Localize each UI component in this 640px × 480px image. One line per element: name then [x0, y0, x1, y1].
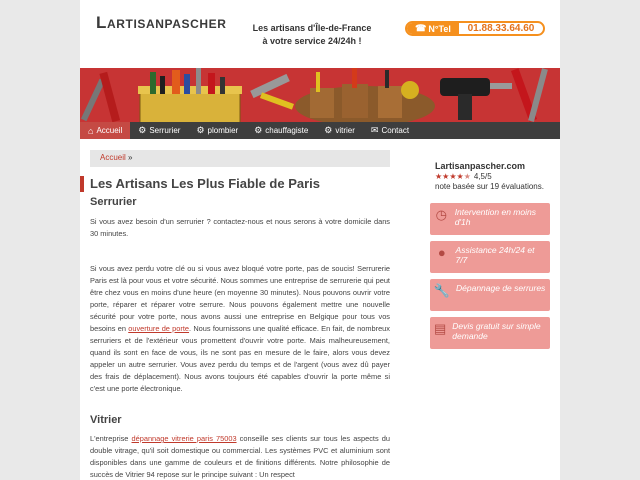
- nav-item-chauffagiste[interactable]: [246, 122, 316, 139]
- paragraph-text: conseille ses clients sur tous les aspects du double vitrage, qu'il soit domestique ou commercial. Les systèmes PVC et aluminium sont disponibles dans une gamme de couleurs et de finitions différents. Notre philosophie de succès de Vitrier 94 repose sur le principe suivant : Un respect: [90, 434, 390, 479]
- card-text: Assistance 24h/24 et 7/7: [455, 245, 535, 265]
- nav-item-accueil[interactable]: [80, 122, 130, 139]
- card-text: Devis gratuit sur simple demande: [452, 321, 541, 341]
- depannage-vitrerie-link[interactable]: dépannage vitrerie paris 75003: [131, 434, 237, 443]
- nav-label: Serrurier: [149, 126, 181, 135]
- serrurier-paragraph: [90, 263, 390, 395]
- sidebar-site-name: Lartisanpascher.com: [435, 161, 526, 171]
- feature-card-devis[interactable]: [430, 317, 550, 349]
- phone-number[interactable]: 01.88.33.64.60: [467, 23, 535, 34]
- user-icon: ●: [437, 245, 446, 260]
- nav-item-serrurier[interactable]: [130, 122, 188, 139]
- ouverture-de-porte-link[interactable]: ouverture de porte: [128, 324, 190, 333]
- star-icon: ★: [442, 172, 450, 181]
- section-heading-serrurier: Serrurier: [90, 196, 137, 208]
- vitrier-paragraph: [90, 433, 390, 480]
- section-heading-vitrier: Vitrier: [90, 414, 122, 426]
- nav-item-plombier[interactable]: [188, 122, 246, 139]
- half-star-icon: ★: [463, 172, 471, 181]
- breadcrumb-separator: »: [128, 153, 133, 162]
- nav-label: vitrier: [335, 126, 355, 135]
- home-icon: ⌂: [88, 125, 94, 136]
- phone-icon: ☎: [415, 23, 427, 33]
- tools-illustration: [80, 68, 560, 122]
- nav-label: plombier: [207, 126, 239, 135]
- document-icon: ▤: [434, 321, 447, 336]
- gears-icon: ⚙: [324, 125, 333, 135]
- feature-card-depannage[interactable]: [430, 279, 550, 311]
- header: [80, 0, 560, 68]
- paragraph-text: L'entreprise: [90, 434, 132, 443]
- nav-item-vitrier[interactable]: [316, 122, 363, 139]
- phone-box[interactable]: [405, 21, 545, 36]
- wrench-icon: 🔧: [433, 283, 451, 298]
- tools-banner-image: [80, 68, 560, 122]
- nav-item-contact[interactable]: [363, 122, 417, 139]
- gears-icon: ⚙: [138, 125, 147, 135]
- breadcrumb: [90, 150, 390, 167]
- feature-card-intervention[interactable]: [430, 203, 550, 235]
- page: [80, 0, 560, 480]
- star-icon: ★: [449, 172, 457, 181]
- nav-label: Contact: [381, 126, 410, 135]
- phone-label: [407, 23, 459, 34]
- rating-stars: [435, 172, 492, 181]
- star-icon: ★: [435, 172, 443, 181]
- chat-icon: ✉: [370, 125, 379, 135]
- breadcrumb-home-link[interactable]: Accueil: [100, 153, 126, 162]
- star-icon: ★: [456, 172, 464, 181]
- nav-label: chauffagiste: [265, 126, 309, 135]
- nav-label: Accueil: [96, 126, 123, 135]
- gears-icon: ⚙: [254, 125, 263, 135]
- card-text: Dépannage de serrures: [456, 283, 546, 293]
- header-tagline: Les artisans d'Île-de-France à votre service 24/24h !: [252, 23, 372, 46]
- paragraph-text: . Nous fournissons une qualité efficace. En fait, de nombreux serruriers et de l'extérieur vous promettent d'ouvrir votre porte. Mais malheureusement, quand ils sont en face de vous, ils ne sont pas en mesure de le faire, alors vous devez appeler un autre serrurier. Vous avez perdu du temps et de l'argent (vous avez dû payer des frais de déplacement). Nous avons toujours été capables d'ouvrir la porte même si c'est une porte électronique.: [90, 324, 390, 393]
- phone-label-text: N°Tel: [428, 23, 451, 34]
- main-nav: [80, 122, 560, 139]
- site-logo[interactable]: Lartisanpascher: [96, 13, 227, 32]
- serrurier-intro: Si vous avez besoin d'un serrurier ? contactez-nous et nous serons à votre domicile dans 30 minutes.: [90, 217, 390, 238]
- paragraph-text: Si vous avez perdu votre clé ou si vous avez bloqué votre porte, pas de soucis! Serrurerie Paris est là pour vous et votre sécurité. Nous sommes une entreprise de serrurerie qui peut être chez vous en moins d'une heure (en moyenne 30 minutes). Nous pouvons ouvrir votre porte, réparer et réparer votre serrure. Nous pouvons également mettre une nouvelle sécurité pour votre porte, nous avons aussi une entreprise en Belgique pour tous vos besoins en: [90, 264, 390, 333]
- gears-icon: ⚙: [196, 125, 205, 135]
- card-text: Intervention en moins d'1h: [454, 207, 536, 227]
- clock-icon: ◷: [435, 207, 448, 222]
- rating-note: note basée sur 19 évaluations.: [435, 182, 544, 191]
- feature-card-assistance[interactable]: [430, 241, 550, 273]
- page-title: Les Artisans Les Plus Fiable de Paris: [80, 176, 400, 192]
- rating-value: 4,5/5: [473, 172, 492, 181]
